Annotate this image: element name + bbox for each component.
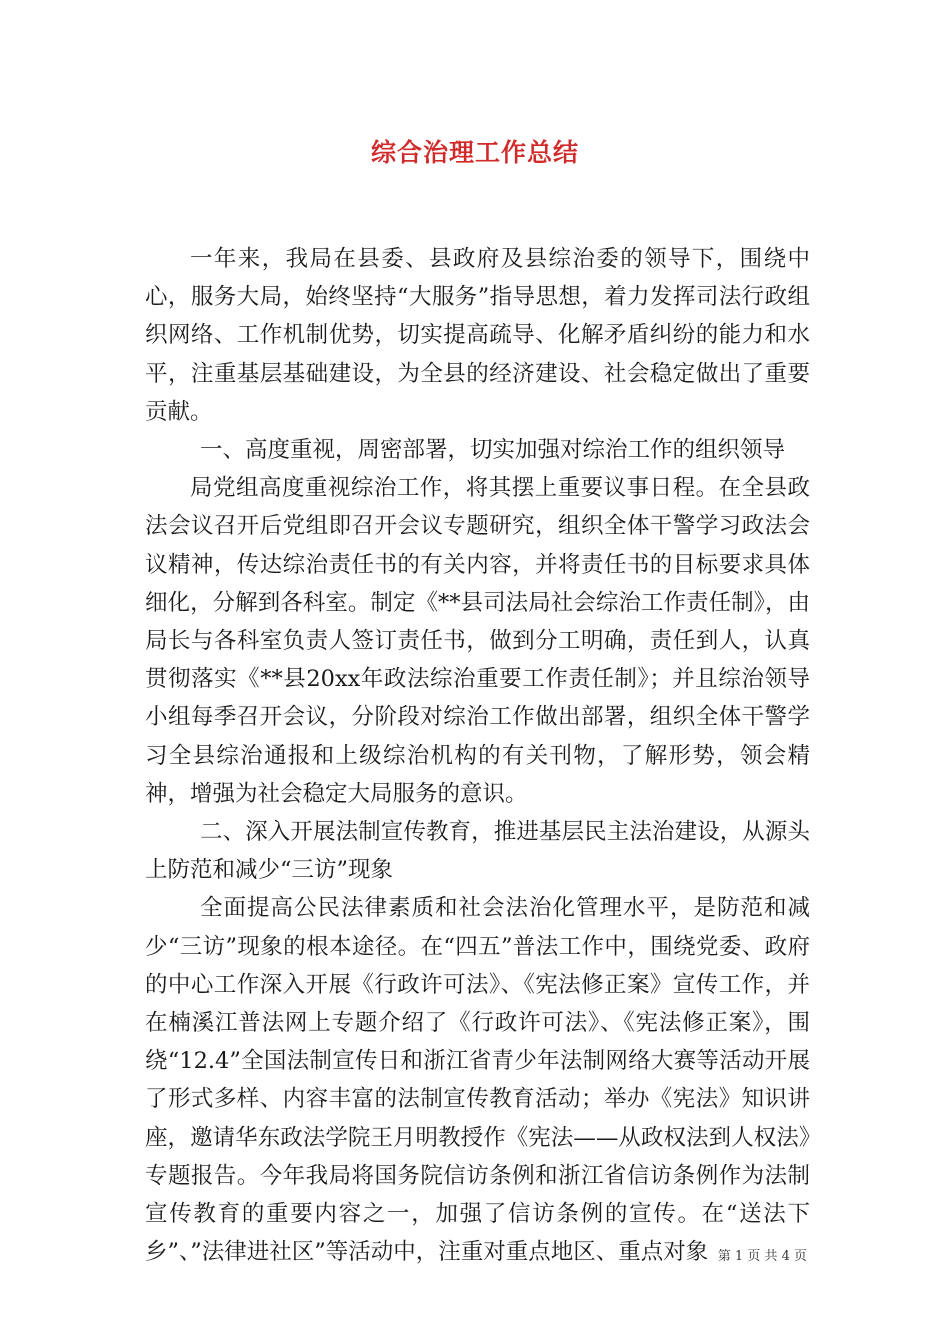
section-heading-1: 一、高度重视，周密部署，切实加强对综治工作的组织领导 <box>200 437 786 464</box>
paragraph-section-1: 局党组高度重视综治工作，将其摆上重要议事日程。在全县政法会议召开后党组即召开会议专题研究，组织全体干警学习政法会议精神，传达综治责任书的有关内容，并将责任书的目标要求具体细化，分解到各科室。制定《**县司法局社会综治工作责任制》，由局长与各科室负责人签订责任书，做到分工明确，责任到人，认真贯彻落实《**县20xx年政法综治重要工作责任制》；并且综治领导小组每季召开会议，分阶段对综治工作做出部署，组织全体干警学习全县综治通报和上级综治机构的有关刊物，了解形势，领会精神，增强为社会稳定大局服务的意识。 <box>145 475 810 807</box>
paragraph-section-2: 全面提高公民法律素质和社会法治化管理水平，是防范和减少“三访”现象的根本途径。在“四五”普法工作中，围绕党委、政府的中心工作深入开展《行政许可法》、《宪法修正案》宣传工作，并在楠溪江普法网上专题介绍了《行政许可法》、《宪法修正案》，围绕“12.4”全国法制宣传日和浙江省青少年法制网络大赛等活动开展了形式多样、内容丰富的法制宣传教育活动；举办《宪法》知识讲座，邀请华东政法学院王月明教授作《宪法——从政权法到人权法》专题报告。今年我局将国务院信访条例和浙江省信访条例作为法制宣传教育的重要内容之一，加强了信访条例的宣传。在“送法下乡”、”法律进社区”等活动中，注重对重点地区、重点对象 <box>145 895 810 1266</box>
page-number: 第 1 页 共 4 页 <box>717 1249 807 1264</box>
document-title: 综合治理工作总结 <box>370 138 579 167</box>
section-heading-2: 二、深入开展法制宣传教育，推进基层民主法治建设，从源头上防范和减少“三访”现象 <box>145 819 810 884</box>
paragraph-intro: 一年来，我局在县委、县政府及县综治委的领导下，围绕中心，服务大局，始终坚持“大服务”指导思想，着力发挥司法行政组织网络、工作机制优势，切实提高疏导、化解矛盾纠纷的能力和水平，注重基层基础建设，为全县的经济建设、社会稳定做出了重要贡献。 <box>145 246 810 425</box>
document-body <box>145 240 810 1271</box>
